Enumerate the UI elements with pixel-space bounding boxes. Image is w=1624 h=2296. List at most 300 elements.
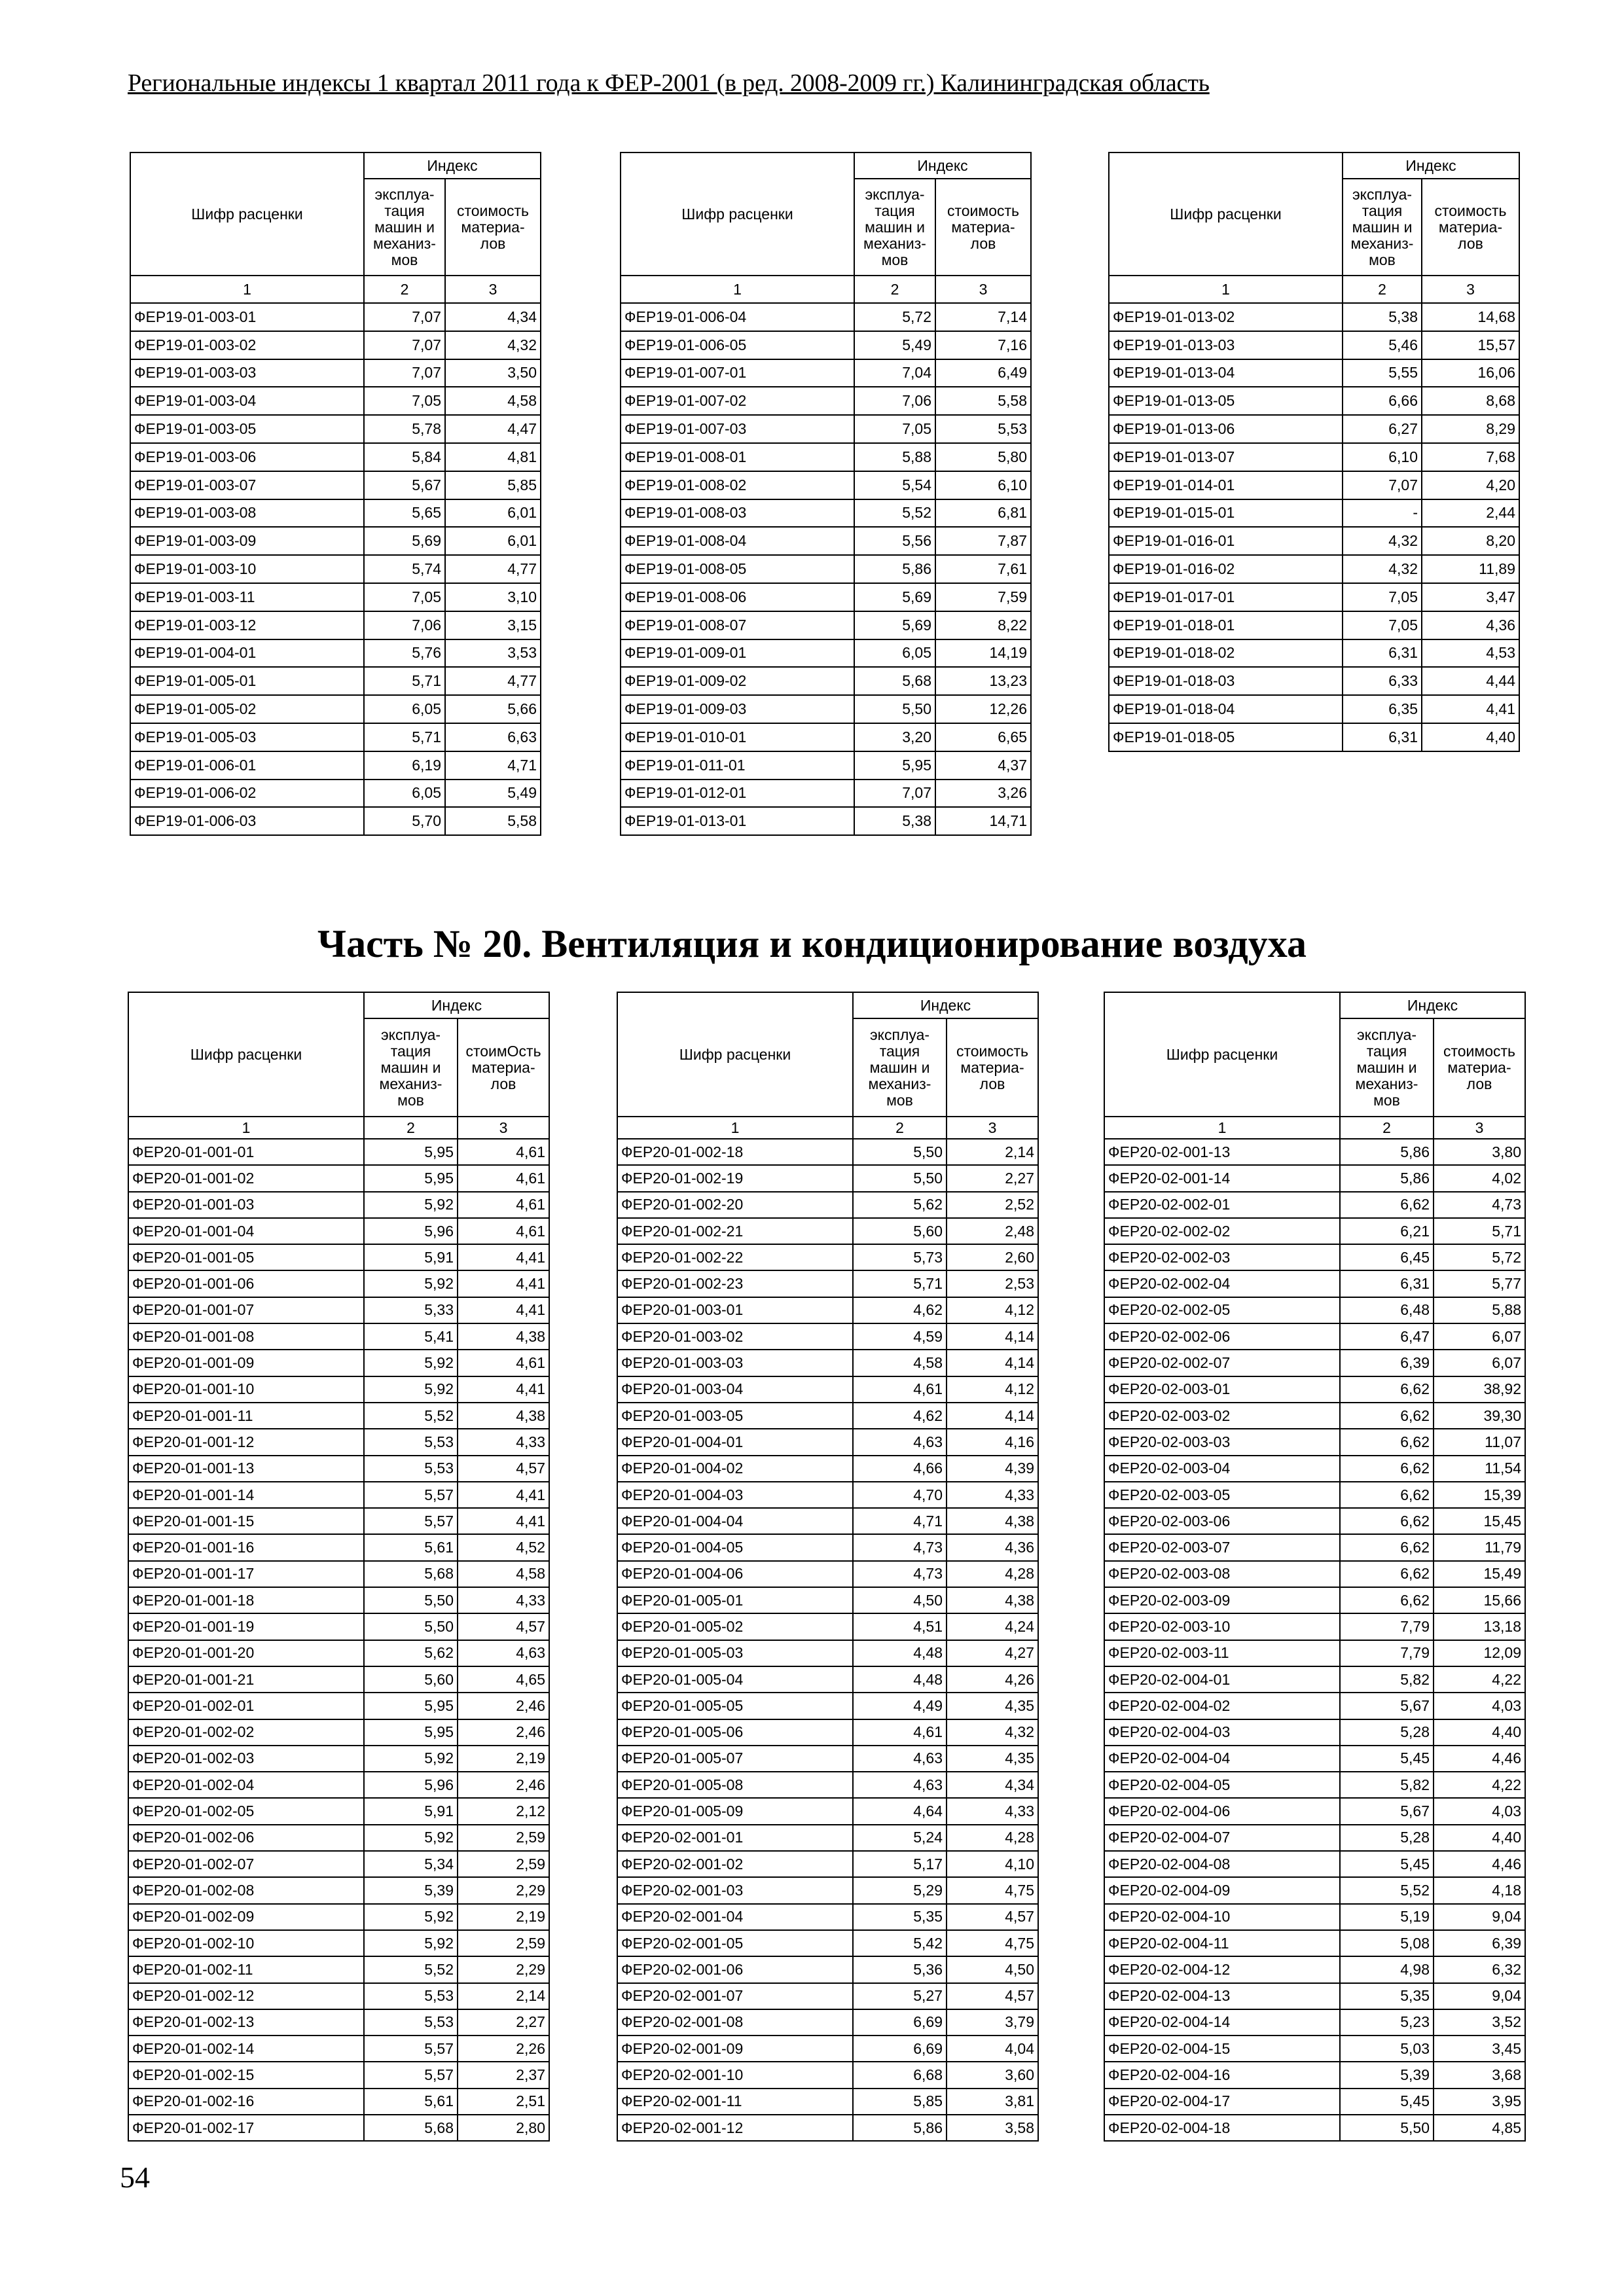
rate-code: ФЕР20-02-002-06	[1104, 1323, 1340, 1350]
machines-index: 6,31	[1343, 639, 1422, 668]
machines-index: 5,73	[853, 1244, 947, 1270]
machines-index: 4,58	[853, 1350, 947, 1376]
table-row	[128, 2036, 549, 2062]
rate-code: ФЕР20-01-001-03	[128, 1192, 364, 1218]
rate-code: ФЕР20-01-002-20	[617, 1192, 853, 1218]
table-row	[128, 1904, 549, 1930]
table-row	[130, 387, 541, 415]
machines-index: 5,84	[364, 443, 445, 471]
machines-index: 5,57	[364, 2062, 458, 2088]
table-row	[128, 1403, 549, 1429]
table-row	[128, 1323, 549, 1350]
rate-code: ФЕР20-02-003-01	[1104, 1376, 1340, 1403]
rate-code: ФЕР20-01-002-13	[128, 2009, 364, 2036]
materials-index: 4,41	[1422, 695, 1519, 723]
rate-code: ФЕР20-01-002-04	[128, 1772, 364, 1798]
rate-code: ФЕР19-01-013-01	[621, 807, 854, 835]
machines-index: 5,50	[854, 695, 935, 723]
table-row	[617, 1746, 1038, 1772]
table-row	[617, 1640, 1038, 1666]
materials-index: 8,22	[935, 611, 1031, 639]
table-row	[621, 639, 1031, 668]
materials-index: 11,79	[1434, 1534, 1525, 1560]
materials-index: 4,34	[947, 1772, 1038, 1798]
machines-index: 5,53	[364, 1456, 458, 1482]
table-row	[128, 1218, 549, 1244]
table-row	[128, 1825, 549, 1851]
machines-index: 5,52	[1340, 1877, 1434, 1903]
machines-index: 4,48	[853, 1666, 947, 1693]
rate-code: ФЕР20-01-004-06	[617, 1561, 853, 1587]
table-row	[1104, 1192, 1525, 1218]
materials-index: 2,37	[458, 2062, 549, 2088]
table-row	[617, 1323, 1038, 1350]
materials-index: 4,41	[458, 1508, 549, 1534]
machines-index: 5,76	[364, 639, 445, 668]
table-row	[130, 415, 541, 443]
table-row	[1109, 723, 1519, 751]
machines-index: 4,73	[853, 1534, 947, 1560]
header-index: Индекс	[854, 152, 1031, 179]
machines-index: 7,04	[854, 359, 935, 387]
table-row	[128, 1350, 549, 1376]
table-row	[621, 667, 1031, 695]
machines-index: 5,17	[853, 1851, 947, 1877]
materials-index: 15,39	[1434, 1482, 1525, 1508]
header-code: Шифр расценки	[1104, 992, 1340, 1117]
materials-index: 4,77	[445, 555, 541, 583]
materials-index: 4,57	[947, 1904, 1038, 1930]
table-row	[617, 2036, 1038, 2062]
table-row	[1104, 1244, 1525, 1270]
materials-index: 2,59	[458, 1930, 549, 1956]
materials-index: 4,10	[947, 1851, 1038, 1877]
table-row	[128, 1877, 549, 1903]
machines-index: 5,53	[364, 1429, 458, 1455]
index-table-3	[1108, 152, 1520, 752]
materials-index: 4,04	[947, 2036, 1038, 2062]
materials-index: 6,49	[935, 359, 1031, 387]
table-row	[1104, 1270, 1525, 1297]
rate-code: ФЕР20-02-002-05	[1104, 1297, 1340, 1323]
machines-index: 7,07	[854, 780, 935, 808]
rate-code: ФЕР19-01-015-01	[1109, 499, 1343, 528]
materials-index: 4,14	[947, 1403, 1038, 1429]
header-code: Шифр расценки	[128, 992, 364, 1117]
materials-index: 6,32	[1434, 1956, 1525, 1982]
rate-code: ФЕР20-01-005-04	[617, 1666, 853, 1693]
materials-index: 3,10	[445, 583, 541, 611]
machines-index: 5,52	[364, 1956, 458, 1982]
table-row	[621, 527, 1031, 555]
rate-code: ФЕР20-02-003-02	[1104, 1403, 1340, 1429]
table-row	[1109, 527, 1519, 555]
table-row	[1104, 1983, 1525, 2009]
rate-code: ФЕР20-02-001-05	[617, 1930, 853, 1956]
materials-index: 4,57	[458, 1613, 549, 1640]
machines-index: 4,32	[1343, 527, 1422, 555]
materials-index: 9,04	[1434, 1983, 1525, 2009]
table-row	[130, 723, 541, 751]
table-row	[617, 1139, 1038, 1165]
table-row	[1104, 2089, 1525, 2115]
table-row	[1109, 639, 1519, 668]
machines-index: 5,60	[364, 1666, 458, 1693]
header-row	[621, 152, 1031, 179]
materials-index: 11,54	[1434, 1456, 1525, 1482]
machines-index: 7,07	[1343, 471, 1422, 499]
machines-index: 5,50	[1340, 2115, 1434, 2141]
machines-index: 5,42	[853, 1930, 947, 1956]
rate-code: ФЕР20-01-003-04	[617, 1376, 853, 1403]
rate-code: ФЕР20-01-004-01	[617, 1429, 853, 1455]
materials-index: 4,35	[947, 1693, 1038, 1719]
table-row	[1109, 443, 1519, 471]
table-row	[1104, 1904, 1525, 1930]
machines-index: 4,51	[853, 1613, 947, 1640]
table-row	[617, 1350, 1038, 1376]
materials-index: 5,80	[935, 443, 1031, 471]
machines-index: 6,62	[1340, 1192, 1434, 1218]
table-row	[617, 1825, 1038, 1851]
machines-index: 4,59	[853, 1323, 947, 1350]
rate-code: ФЕР20-01-002-08	[128, 1877, 364, 1903]
materials-index: 4,41	[458, 1297, 549, 1323]
materials-index: 5,85	[445, 471, 541, 499]
machines-index: 5,35	[1340, 1983, 1434, 2009]
table-row	[1109, 667, 1519, 695]
materials-index: 7,87	[935, 527, 1031, 555]
materials-index: 3,52	[1434, 2009, 1525, 2036]
rate-code: ФЕР19-01-006-01	[130, 751, 364, 780]
header-materials: стоимость материа- лов	[935, 179, 1031, 276]
machines-index: 6,69	[853, 2036, 947, 2062]
machines-index: 5,45	[1340, 2089, 1434, 2115]
table-row	[1104, 1297, 1525, 1323]
materials-index: 4,12	[947, 1376, 1038, 1403]
rate-code: ФЕР20-02-004-11	[1104, 1930, 1340, 1956]
rate-code: ФЕР19-01-018-03	[1109, 667, 1343, 695]
table-row	[621, 499, 1031, 528]
rate-code: ФЕР19-01-003-07	[130, 471, 364, 499]
materials-index: 15,49	[1434, 1561, 1525, 1587]
rate-code: ФЕР20-01-001-18	[128, 1587, 364, 1613]
rate-code: ФЕР20-01-004-04	[617, 1508, 853, 1534]
table-row	[1104, 1693, 1525, 1719]
table-row	[128, 1983, 549, 2009]
table-row	[1109, 555, 1519, 583]
materials-index: 4,41	[458, 1376, 549, 1403]
machines-index: 6,31	[1340, 1270, 1434, 1297]
table-row	[1109, 303, 1519, 331]
column-number: 2	[364, 276, 445, 303]
machines-index: 4,63	[853, 1429, 947, 1455]
materials-index: 2,51	[458, 2089, 549, 2115]
machines-index: 5,56	[854, 527, 935, 555]
header-machines: эксплуа- тация машин и механиз- мов	[1343, 179, 1422, 276]
table-row	[1104, 1798, 1525, 1824]
table-row	[1104, 1403, 1525, 1429]
rate-code: ФЕР20-01-005-02	[617, 1613, 853, 1640]
rate-code: ФЕР20-01-001-21	[128, 1666, 364, 1693]
materials-index: 4,35	[947, 1746, 1038, 1772]
machines-index: 5,96	[364, 1772, 458, 1798]
rate-code: ФЕР20-02-004-06	[1104, 1798, 1340, 1824]
table-row	[617, 1666, 1038, 1693]
materials-index: 4,63	[458, 1640, 549, 1666]
header-index: Индекс	[364, 992, 549, 1018]
rate-code: ФЕР20-01-003-05	[617, 1403, 853, 1429]
table-row	[130, 695, 541, 723]
materials-index: 4,61	[458, 1350, 549, 1376]
machines-index: 4,73	[853, 1561, 947, 1587]
rate-code: ФЕР19-01-005-03	[130, 723, 364, 751]
materials-index: 4,26	[947, 1666, 1038, 1693]
table-row	[621, 807, 1031, 835]
rate-code: ФЕР20-01-003-02	[617, 1323, 853, 1350]
machines-index: 4,98	[1340, 1956, 1434, 1982]
materials-index: 2,14	[458, 1983, 549, 2009]
column-number: 3	[935, 276, 1031, 303]
machines-index: 7,07	[364, 303, 445, 331]
machines-index: 6,05	[854, 639, 935, 668]
materials-index: 4,65	[458, 1666, 549, 1693]
header-code: Шифр расценки	[621, 152, 854, 276]
rate-code: ФЕР20-02-001-04	[617, 1904, 853, 1930]
machines-index: 4,62	[853, 1297, 947, 1323]
rate-code: ФЕР20-01-003-03	[617, 1350, 853, 1376]
table-row	[1104, 1746, 1525, 1772]
header-materials: стоимость материа- лов	[947, 1018, 1038, 1117]
rate-code: ФЕР19-01-014-01	[1109, 471, 1343, 499]
materials-index: 4,33	[947, 1798, 1038, 1824]
machines-index: 5,61	[364, 2089, 458, 2115]
machines-index: 5,28	[1340, 1719, 1434, 1746]
rate-code: ФЕР20-02-004-05	[1104, 1772, 1340, 1798]
header-column-numbers	[130, 276, 541, 303]
table-row	[617, 1192, 1038, 1218]
rate-code: ФЕР20-02-002-01	[1104, 1192, 1340, 1218]
materials-index: 4,03	[1434, 1798, 1525, 1824]
materials-index: 14,71	[935, 807, 1031, 835]
machines-index: 5,50	[853, 1165, 947, 1191]
header-machines: эксплуа- тация машин и механиз- мов	[854, 179, 935, 276]
machines-index: 5,23	[1340, 2009, 1434, 2036]
machines-index: 5,52	[854, 499, 935, 528]
table-row	[617, 1429, 1038, 1455]
machines-index: 5,08	[1340, 1930, 1434, 1956]
table-row	[128, 1297, 549, 1323]
rate-code: ФЕР19-01-005-01	[130, 667, 364, 695]
rate-code: ФЕР19-01-004-01	[130, 639, 364, 668]
rate-code: ФЕР20-01-001-17	[128, 1561, 364, 1587]
table-row	[617, 1930, 1038, 1956]
header-code: Шифр расценки	[617, 992, 853, 1117]
machines-index: 5,50	[364, 1613, 458, 1640]
machines-index: 5,82	[1340, 1666, 1434, 1693]
materials-index: 11,07	[1434, 1429, 1525, 1455]
header-code: Шифр расценки	[130, 152, 364, 276]
table-row	[617, 1719, 1038, 1746]
table-row	[1104, 1877, 1525, 1903]
table-row	[617, 1508, 1038, 1534]
machines-index: 5,62	[853, 1192, 947, 1218]
machines-index: 5,69	[364, 527, 445, 555]
materials-index: 6,10	[935, 471, 1031, 499]
machines-index: 3,20	[854, 723, 935, 751]
machines-index: 5,57	[364, 2036, 458, 2062]
rate-code: ФЕР20-01-002-06	[128, 1825, 364, 1851]
rate-code: ФЕР20-01-002-01	[128, 1693, 364, 1719]
table-row	[1109, 415, 1519, 443]
machines-index: 6,62	[1340, 1561, 1434, 1587]
table-row	[617, 1904, 1038, 1930]
machines-index: 4,61	[853, 1376, 947, 1403]
machines-index: 6,62	[1340, 1508, 1434, 1534]
machines-index: 6,31	[1343, 723, 1422, 751]
machines-index: 5,65	[364, 499, 445, 528]
rate-code: ФЕР20-02-004-01	[1104, 1666, 1340, 1693]
header-index: Индекс	[853, 992, 1038, 1018]
machines-index: 5,39	[1340, 2062, 1434, 2088]
machines-index: 6,62	[1340, 1376, 1434, 1403]
table-row	[1104, 1666, 1525, 1693]
materials-index: 4,38	[458, 1403, 549, 1429]
materials-index: 4,61	[458, 1192, 549, 1218]
table-row	[617, 1561, 1038, 1587]
materials-index: 4,03	[1434, 1693, 1525, 1719]
rate-code: ФЕР19-01-003-03	[130, 359, 364, 387]
rate-code: ФЕР20-02-003-09	[1104, 1587, 1340, 1613]
column-number: 2	[854, 276, 935, 303]
table-header	[617, 992, 1038, 1139]
materials-index: 7,61	[935, 555, 1031, 583]
machines-index: 6,05	[364, 695, 445, 723]
machines-index: 5,92	[364, 1270, 458, 1297]
table-header	[1104, 992, 1525, 1139]
table-row	[128, 1719, 549, 1746]
machines-index: 5,69	[854, 583, 935, 611]
materials-index: 2,46	[458, 1772, 549, 1798]
materials-index: 2,48	[947, 1218, 1038, 1244]
table-row	[128, 1772, 549, 1798]
materials-index: 4,36	[947, 1534, 1038, 1560]
rate-code: ФЕР20-02-004-18	[1104, 2115, 1340, 2141]
materials-index: 4,33	[458, 1587, 549, 1613]
materials-index: 4,75	[947, 1930, 1038, 1956]
rate-code: ФЕР20-02-001-07	[617, 1983, 853, 2009]
rate-code: ФЕР20-01-001-20	[128, 1640, 364, 1666]
rate-code: ФЕР20-02-001-14	[1104, 1165, 1340, 1191]
materials-index: 4,22	[1434, 1666, 1525, 1693]
materials-index: 16,06	[1422, 359, 1519, 387]
column-number: 1	[617, 1117, 853, 1139]
rate-code: ФЕР20-02-003-10	[1104, 1613, 1340, 1640]
header-column-numbers	[128, 1117, 549, 1139]
materials-index: 3,81	[947, 2089, 1038, 2115]
materials-index: 4,50	[947, 1956, 1038, 1982]
header-materials: стоимость материа- лов	[1434, 1018, 1525, 1117]
table-row	[617, 1534, 1038, 1560]
materials-index: 4,52	[458, 1534, 549, 1560]
column-number: 3	[1422, 276, 1519, 303]
table-row	[1109, 331, 1519, 359]
header-row	[617, 992, 1038, 1018]
materials-index: 11,89	[1422, 555, 1519, 583]
rate-code: ФЕР20-02-004-04	[1104, 1746, 1340, 1772]
header-index: Индекс	[364, 152, 541, 179]
rate-code: ФЕР20-01-001-02	[128, 1165, 364, 1191]
materials-index: 4,47	[445, 415, 541, 443]
materials-index: 9,04	[1434, 1904, 1525, 1930]
machines-index: 7,06	[854, 387, 935, 415]
machines-index: 5,55	[1343, 359, 1422, 387]
machines-index: 6,33	[1343, 667, 1422, 695]
rate-code: ФЕР20-02-004-10	[1104, 1904, 1340, 1930]
materials-index: 4,41	[458, 1270, 549, 1297]
page-number: 54	[120, 2161, 150, 2194]
machines-index: 6,48	[1340, 1297, 1434, 1323]
materials-index: 4,18	[1434, 1877, 1525, 1903]
rate-code: ФЕР20-02-004-08	[1104, 1851, 1340, 1877]
materials-index: 5,58	[935, 387, 1031, 415]
materials-index: 8,29	[1422, 415, 1519, 443]
machines-index: 5,41	[364, 1323, 458, 1350]
table-row	[1109, 499, 1519, 528]
rate-code: ФЕР20-01-001-12	[128, 1429, 364, 1455]
rate-code: ФЕР20-02-003-07	[1104, 1534, 1340, 1560]
table-row	[1104, 2115, 1525, 2141]
materials-index: 3,50	[445, 359, 541, 387]
materials-index: 5,71	[1434, 1218, 1525, 1244]
table-row	[130, 527, 541, 555]
materials-index: 13,18	[1434, 1613, 1525, 1640]
rate-code: ФЕР19-01-013-02	[1109, 303, 1343, 331]
rate-code: ФЕР19-01-018-04	[1109, 695, 1343, 723]
rate-code: ФЕР19-01-003-01	[130, 303, 364, 331]
machines-index: 5,39	[364, 1877, 458, 1903]
materials-index: 4,44	[1422, 667, 1519, 695]
table-header	[621, 152, 1031, 303]
table-row	[617, 1798, 1038, 1824]
materials-index: 4,57	[458, 1456, 549, 1482]
rate-code: ФЕР19-01-007-02	[621, 387, 854, 415]
machines-index: 4,63	[853, 1772, 947, 1798]
table-row	[1104, 1508, 1525, 1534]
machines-index: 5,46	[1343, 331, 1422, 359]
machines-index: 7,05	[1343, 583, 1422, 611]
machines-index: 6,62	[1340, 1482, 1434, 1508]
rate-code: ФЕР20-02-001-10	[617, 2062, 853, 2088]
machines-index: 6,69	[853, 2009, 947, 2036]
rate-code: ФЕР19-01-007-03	[621, 415, 854, 443]
materials-index: 4,27	[947, 1640, 1038, 1666]
table-row	[1109, 387, 1519, 415]
rate-code: ФЕР19-01-003-04	[130, 387, 364, 415]
machines-index: 4,61	[853, 1719, 947, 1746]
materials-index: 5,66	[445, 695, 541, 723]
rate-code: ФЕР19-01-013-06	[1109, 415, 1343, 443]
column-number: 2	[364, 1117, 458, 1139]
machines-index: 5,19	[1340, 1904, 1434, 1930]
machines-index: 7,79	[1340, 1640, 1434, 1666]
machines-index: 5,86	[1340, 1165, 1434, 1191]
header-materials: стоимость материа- лов	[1422, 179, 1519, 276]
materials-index: 4,38	[947, 1587, 1038, 1613]
materials-index: 4,33	[458, 1429, 549, 1455]
table-row	[621, 583, 1031, 611]
rate-code: ФЕР19-01-013-07	[1109, 443, 1343, 471]
